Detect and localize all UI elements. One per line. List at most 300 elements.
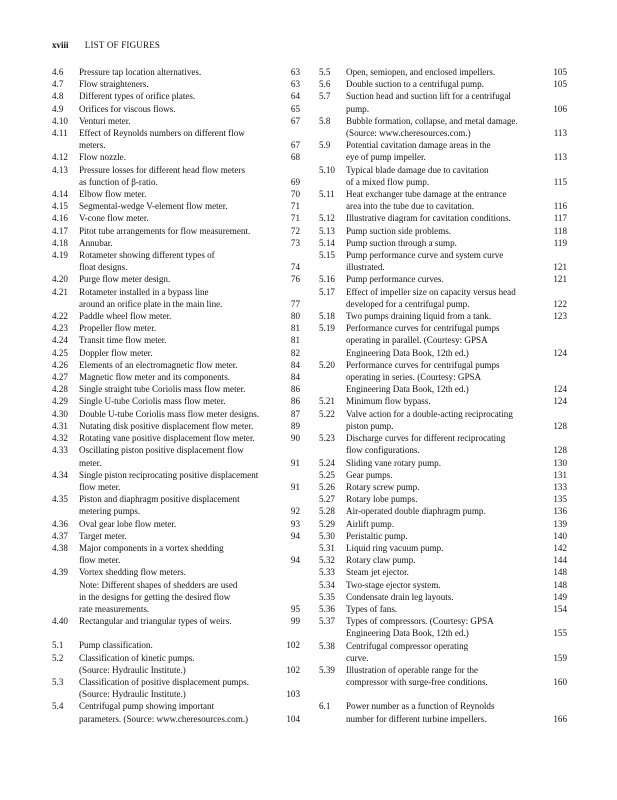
caption-line: Suction head and suction lift for a centrifugal xyxy=(346,91,511,102)
figure-caption xyxy=(346,579,541,591)
figure-entry xyxy=(52,322,300,334)
figure-number: 4.7 xyxy=(52,79,64,90)
figure-caption xyxy=(346,664,541,688)
figure-entry xyxy=(52,151,300,163)
caption-line: pump. xyxy=(346,103,369,114)
caption-line: Engineering Data Book, 12th ed.) xyxy=(346,628,469,639)
figure-caption xyxy=(346,164,541,188)
caption-line: float designs. xyxy=(79,262,128,273)
figure-number: 5.33 xyxy=(319,567,335,578)
figure-entry xyxy=(319,640,567,664)
caption-line: Liquid ring vacuum pump. xyxy=(346,542,444,553)
figure-caption xyxy=(346,188,541,212)
figure-entry xyxy=(52,103,300,115)
figure-entry xyxy=(319,286,567,310)
figure-number: 4.27 xyxy=(52,372,68,383)
caption-line: Venturi meter. xyxy=(79,115,131,126)
figure-entry xyxy=(52,652,300,676)
figure-page-number: 73 xyxy=(290,237,300,248)
figure-caption xyxy=(79,432,274,444)
figure-number: 5.7 xyxy=(319,91,331,102)
figure-number: 4.18 xyxy=(52,237,68,248)
figure-caption xyxy=(79,90,274,102)
figure-entry xyxy=(319,469,567,481)
figure-entry xyxy=(319,457,567,469)
caption-line: in the designs for getting the desired flow xyxy=(79,591,231,602)
figure-caption xyxy=(79,493,274,517)
figure-page-number: 64 xyxy=(290,91,300,102)
caption-line: Minimum flow bypass. xyxy=(346,396,431,407)
figure-caption xyxy=(79,200,274,212)
figure-number: 4.21 xyxy=(52,286,68,297)
figure-number: 5.38 xyxy=(319,640,335,651)
figure-entry xyxy=(319,664,567,688)
figure-page-number: 102 xyxy=(286,640,300,651)
figure-number: 5.25 xyxy=(319,469,335,480)
figure-number: 4.19 xyxy=(52,250,68,261)
figure-number: 4.39 xyxy=(52,567,68,578)
figure-caption xyxy=(346,237,541,249)
figure-page-number: 148 xyxy=(553,567,567,578)
figure-page-number: 104 xyxy=(286,713,300,724)
figure-page-number: 124 xyxy=(553,396,567,407)
figure-entry xyxy=(319,139,567,163)
caption-line: Elbow flow meter. xyxy=(79,189,147,200)
caption-line: Sliding vane rotary pump. xyxy=(346,457,441,468)
figure-page-number: 113 xyxy=(553,128,567,139)
figure-number: 5.18 xyxy=(319,311,335,322)
figure-caption xyxy=(346,286,541,310)
figure-entry xyxy=(52,347,300,359)
figure-number: 5.36 xyxy=(319,603,335,614)
figure-page-number: 94 xyxy=(290,530,300,541)
figure-page-number: 74 xyxy=(290,262,300,273)
figure-caption xyxy=(346,115,541,139)
caption-line: Rotary claw pump. xyxy=(346,555,416,566)
caption-line: (Source: Hydraulic Institute.) xyxy=(79,664,186,675)
caption-line: Annubar. xyxy=(79,237,113,248)
caption-line: Oval gear lobe flow meter. xyxy=(79,518,177,529)
caption-line: (Source: Hydraulic Institute.) xyxy=(79,689,186,700)
figure-entry xyxy=(319,212,567,224)
figure-page-number: 131 xyxy=(553,469,567,480)
figure-number: 5.3 xyxy=(52,676,64,687)
figure-number: 4.37 xyxy=(52,530,68,541)
figure-number: 4.8 xyxy=(52,91,64,102)
figure-entry xyxy=(52,395,300,407)
figure-number: 5.11 xyxy=(319,189,335,200)
figure-caption xyxy=(346,469,541,481)
figure-entry xyxy=(319,310,567,322)
figure-entry xyxy=(319,359,567,396)
figure-number: 4.22 xyxy=(52,311,68,322)
figure-page-number: 86 xyxy=(290,396,300,407)
caption-line: Rotameter showing different types of xyxy=(79,250,215,261)
figure-page-number: 63 xyxy=(290,67,300,77)
figure-number: 5.2 xyxy=(52,652,64,663)
figure-caption xyxy=(346,139,541,163)
figure-page-number: 135 xyxy=(553,494,567,505)
figure-page-number: 116 xyxy=(553,201,567,212)
figure-page-number: 122 xyxy=(553,298,567,309)
caption-line: Illustration of operable range for the xyxy=(346,664,479,675)
figure-caption xyxy=(346,310,541,322)
caption-line: Single piston reciprocating positive displacement xyxy=(79,469,259,480)
figure-number: 5.20 xyxy=(319,359,335,370)
figure-entry xyxy=(52,200,300,212)
figure-list-left-column xyxy=(52,66,300,725)
caption-line: rate measurements. xyxy=(79,603,150,614)
caption-line: Two-stage ejector system. xyxy=(346,579,441,590)
figure-number: 4.34 xyxy=(52,469,68,480)
figure-number: 5.26 xyxy=(319,481,335,492)
caption-line: Typical blade damage due to cavitation xyxy=(346,164,489,175)
figure-number: 4.33 xyxy=(52,445,68,456)
page-number: xviii xyxy=(52,40,69,50)
figure-number: 5.39 xyxy=(319,664,335,675)
caption-line: meter. xyxy=(79,457,102,468)
figure-entry xyxy=(319,493,567,505)
page-header xyxy=(52,40,160,50)
caption-line: Paddle wheel flow meter. xyxy=(79,311,172,322)
figure-number: 4.15 xyxy=(52,201,68,212)
figure-entry xyxy=(319,273,567,285)
figure-caption xyxy=(346,359,541,396)
figure-page-number: 103 xyxy=(286,689,300,700)
figure-caption xyxy=(346,542,541,554)
figure-page-number: 84 xyxy=(290,359,300,370)
figure-caption xyxy=(346,530,541,542)
caption-line: Bubble formation, collapse, and metal damage. xyxy=(346,115,518,126)
figure-page-number: 154 xyxy=(553,603,567,614)
figure-caption xyxy=(346,603,541,615)
figure-caption xyxy=(346,78,541,90)
caption-line: number for different turbine impellers. xyxy=(346,713,487,724)
caption-line: Effect of Reynolds numbers on different flow xyxy=(79,128,245,139)
figure-page-number: 67 xyxy=(290,140,300,151)
figure-page-number: 144 xyxy=(553,555,567,566)
caption-line: Pump suction through a sump. xyxy=(346,237,457,248)
figure-caption xyxy=(79,444,274,468)
figure-number: 4.17 xyxy=(52,225,68,236)
figure-number: 5.35 xyxy=(319,591,335,602)
caption-line: flow meter. xyxy=(79,481,121,492)
figure-page-number: 118 xyxy=(553,225,567,236)
caption-line: V-cone flow meter. xyxy=(79,213,149,224)
figure-caption xyxy=(79,78,274,90)
figure-page-number: 65 xyxy=(290,103,300,114)
caption-line: as function of β-ratio. xyxy=(79,176,158,187)
figure-caption xyxy=(346,457,541,469)
caption-line: Power number as a function of Reynolds xyxy=(346,701,495,712)
figure-number: 4.6 xyxy=(52,67,64,77)
figure-entry xyxy=(52,310,300,322)
caption-line: Magnetic flow meter and its components. xyxy=(79,372,231,383)
figure-number: 4.28 xyxy=(52,384,68,395)
figure-page-number: 81 xyxy=(290,323,300,334)
caption-line: Types of compressors. (Courtesy: GPSA xyxy=(346,616,494,627)
figure-entry xyxy=(52,566,300,615)
figure-caption xyxy=(79,395,274,407)
figure-page-number: 92 xyxy=(290,506,300,517)
running-title: LIST OF FIGURES xyxy=(84,40,161,50)
figure-caption xyxy=(79,530,274,542)
figure-page-number: 81 xyxy=(290,335,300,346)
figure-number: 4.12 xyxy=(52,152,68,163)
figure-page-number: 159 xyxy=(553,652,567,663)
caption-line: Single straight tube Coriolis mass flow meter. xyxy=(79,384,246,395)
caption-line: metering pumps. xyxy=(79,506,141,517)
caption-line: Elements of an electromagnetic flow meter. xyxy=(79,359,238,370)
figure-entry xyxy=(52,420,300,432)
caption-line: eye of pump impeller. xyxy=(346,152,426,163)
figure-caption xyxy=(79,518,274,530)
caption-line: Flow nozzle. xyxy=(79,152,126,163)
caption-line: area into the tube due to cavitation. xyxy=(346,201,475,212)
figure-caption xyxy=(346,591,541,603)
caption-line: Illustrative diagram for cavitation conditions. xyxy=(346,213,511,224)
caption-line: Types of fans. xyxy=(346,603,398,614)
figure-page-number: 142 xyxy=(553,542,567,553)
figure-page-number: 117 xyxy=(553,213,567,224)
figure-page-number: 148 xyxy=(553,579,567,590)
caption-line: Gear pumps. xyxy=(346,469,393,480)
figure-number: 5.16 xyxy=(319,274,335,285)
figure-number: 5.17 xyxy=(319,286,335,297)
figure-caption xyxy=(79,237,274,249)
figure-page-number: 77 xyxy=(290,298,300,309)
caption-line: operating in series. (Courtesy: GPSA xyxy=(346,372,482,383)
figure-entry xyxy=(52,66,300,78)
figure-entry xyxy=(319,115,567,139)
figure-number: 5.10 xyxy=(319,164,335,175)
figure-caption xyxy=(79,66,274,78)
caption-line: Oscillating piston positive displacement flow xyxy=(79,445,244,456)
figure-caption xyxy=(79,469,274,493)
figure-page-number: 69 xyxy=(290,176,300,187)
figure-caption xyxy=(79,408,274,420)
figure-number: 4.13 xyxy=(52,164,68,175)
figure-page-number: 68 xyxy=(290,152,300,163)
figure-entry xyxy=(52,249,300,273)
figure-caption xyxy=(346,518,541,530)
caption-line: Vortex shedding flow meters. xyxy=(79,567,186,578)
figure-entry xyxy=(319,395,567,407)
figure-entry xyxy=(319,505,567,517)
caption-line: Pump performance curve and system curve xyxy=(346,250,504,261)
figure-number: 5.24 xyxy=(319,457,335,468)
caption-line: Nutating disk positive displacement flow meter. xyxy=(79,420,254,431)
figure-page-number: 82 xyxy=(290,347,300,358)
figure-page-number: 130 xyxy=(553,457,567,468)
caption-line: Airlift pump. xyxy=(346,518,394,529)
figure-caption xyxy=(79,615,274,627)
figure-page-number: 149 xyxy=(553,591,567,602)
figure-number: 5.13 xyxy=(319,225,335,236)
figure-entry xyxy=(52,78,300,90)
caption-line: Orifices for viscous flows. xyxy=(79,103,176,114)
figure-number: 4.36 xyxy=(52,518,68,529)
caption-line: illustrated. xyxy=(346,262,385,273)
figure-page-number: 160 xyxy=(553,677,567,688)
caption-line: Pressure losses for different head flow meters xyxy=(79,164,245,175)
figure-caption xyxy=(346,432,541,456)
figure-number: 4.9 xyxy=(52,103,64,114)
figure-number: 5.6 xyxy=(319,79,331,90)
figure-entry xyxy=(52,188,300,200)
figure-entry xyxy=(52,432,300,444)
caption-line: Engineering Data Book, 12th ed.) xyxy=(346,347,469,358)
caption-line: Note: Different shapes of shedders are used xyxy=(79,579,238,590)
figure-caption xyxy=(346,640,541,664)
figure-entry xyxy=(52,469,300,493)
figure-caption xyxy=(79,103,274,115)
figure-caption xyxy=(346,90,541,114)
figure-caption xyxy=(79,347,274,359)
figure-caption xyxy=(346,249,541,273)
figure-page-number: 84 xyxy=(290,372,300,383)
figure-number: 5.5 xyxy=(319,67,331,77)
caption-line: Pump performance curves. xyxy=(346,274,444,285)
figure-page-number: 90 xyxy=(290,433,300,444)
caption-line: Major components in a vortex shedding xyxy=(79,542,224,553)
figure-entry xyxy=(52,518,300,530)
figure-page-number: 95 xyxy=(290,603,300,614)
figure-caption xyxy=(79,420,274,432)
figure-entry xyxy=(52,127,300,151)
figure-entry xyxy=(319,579,567,591)
caption-line: Open, semiopen, and enclosed impellers. xyxy=(346,67,496,77)
figure-caption xyxy=(346,395,541,407)
caption-line: around an orifice plate in the main line. xyxy=(79,298,223,309)
figure-page-number: 106 xyxy=(553,103,567,114)
figure-caption xyxy=(346,66,541,78)
figure-number: 5.31 xyxy=(319,542,335,553)
figure-number: 4.40 xyxy=(52,616,68,627)
figure-number: 5.30 xyxy=(319,530,335,541)
caption-line: Target meter. xyxy=(79,530,127,541)
figure-page-number: 102 xyxy=(286,664,300,675)
figure-page-number: 70 xyxy=(290,189,300,200)
figure-caption xyxy=(346,700,541,724)
figure-page-number: 124 xyxy=(553,347,567,358)
figure-page-number: 76 xyxy=(290,274,300,285)
figure-entry xyxy=(52,408,300,420)
caption-line: Centrifugal compressor operating xyxy=(346,640,469,651)
figure-caption xyxy=(79,164,274,188)
figure-page-number: 113 xyxy=(553,152,567,163)
caption-line: Segmental-wedge V-element flow meter. xyxy=(79,201,228,212)
figure-caption xyxy=(346,493,541,505)
figure-page-number: 63 xyxy=(290,79,300,90)
figure-page-number: 71 xyxy=(290,213,300,224)
caption-line: Performance curves for centrifugal pumps xyxy=(346,323,500,334)
figure-number: 5.32 xyxy=(319,555,335,566)
figure-number: 4.24 xyxy=(52,335,68,346)
figure-entry xyxy=(319,518,567,530)
caption-line: Transit time flow meter. xyxy=(79,335,167,346)
figure-entry xyxy=(52,542,300,566)
caption-line: flow configurations. xyxy=(346,445,420,456)
figure-number: 5.19 xyxy=(319,323,335,334)
caption-line: Rectangular and triangular types of weirs. xyxy=(79,616,232,627)
caption-line: Single U-tube Coriolis mass flow meter. xyxy=(79,396,226,407)
caption-line: Classification of kinetic pumps. xyxy=(79,652,195,663)
figure-entry xyxy=(319,237,567,249)
caption-line: curve. xyxy=(346,652,369,663)
figure-caption xyxy=(79,225,274,237)
figure-caption xyxy=(79,542,274,566)
figure-page-number: 121 xyxy=(553,274,567,285)
figure-page-number: 71 xyxy=(290,201,300,212)
figure-page-number: 87 xyxy=(290,408,300,419)
figure-page-number: 93 xyxy=(290,518,300,529)
figure-number: 4.31 xyxy=(52,420,68,431)
caption-line: piston pump. xyxy=(346,420,394,431)
caption-line: meters. xyxy=(79,140,106,151)
figure-entry xyxy=(319,615,567,639)
figure-number: 4.16 xyxy=(52,213,68,224)
figure-page-number: 86 xyxy=(290,384,300,395)
figure-number: 5.15 xyxy=(319,250,335,261)
figure-caption xyxy=(79,371,274,383)
caption-line: Double suction to a centrifugal pump. xyxy=(346,79,484,90)
caption-line: Air-operated double diaphragm pump. xyxy=(346,506,486,517)
caption-line: Potential cavitation damage areas in the xyxy=(346,140,491,151)
figure-entry xyxy=(52,90,300,102)
caption-line: Effect of impeller size on capacity versus head xyxy=(346,286,516,297)
caption-line: flow meter. xyxy=(79,555,121,566)
caption-line: Discharge curves for different reciprocating xyxy=(346,433,506,444)
figure-entry xyxy=(52,164,300,188)
caption-line: Flow straighteners. xyxy=(79,79,149,90)
figure-page-number: 128 xyxy=(553,420,567,431)
figure-number: 4.38 xyxy=(52,542,68,553)
figure-list-right-column xyxy=(319,66,567,725)
figure-number: 5.23 xyxy=(319,433,335,444)
figure-number: 5.27 xyxy=(319,494,335,505)
figure-entry xyxy=(319,188,567,212)
caption-line: Pressure tap location alternatives. xyxy=(79,67,202,77)
figure-page-number: 94 xyxy=(290,555,300,566)
figure-number: 4.23 xyxy=(52,323,68,334)
figure-entry xyxy=(319,164,567,188)
caption-line: Two pumps draining liquid from a tank. xyxy=(346,311,492,322)
figure-number: 4.26 xyxy=(52,359,68,370)
figure-number: 5.1 xyxy=(52,640,64,651)
caption-line: (Source: www.cheresources.com.) xyxy=(346,128,471,139)
figure-page-number: 67 xyxy=(290,115,300,126)
figure-number: 5.34 xyxy=(319,579,335,590)
figure-number: 5.12 xyxy=(319,213,335,224)
figure-caption xyxy=(346,615,541,639)
figure-entry xyxy=(319,90,567,114)
figure-page-number: 139 xyxy=(553,518,567,529)
figure-page-number: 115 xyxy=(553,176,567,187)
caption-line: Steam jet ejector. xyxy=(346,567,409,578)
figure-number: 5.9 xyxy=(319,140,331,151)
figure-entry xyxy=(319,249,567,273)
figure-entry xyxy=(319,225,567,237)
figure-caption xyxy=(79,359,274,371)
figure-number: 5.28 xyxy=(319,506,335,517)
figure-caption xyxy=(79,676,274,700)
caption-line: Valve action for a double-acting reciprocating xyxy=(346,408,513,419)
figure-page-number: 155 xyxy=(553,628,567,639)
figure-page-number: 133 xyxy=(553,481,567,492)
figure-caption xyxy=(346,554,541,566)
figure-number: 4.20 xyxy=(52,274,68,285)
